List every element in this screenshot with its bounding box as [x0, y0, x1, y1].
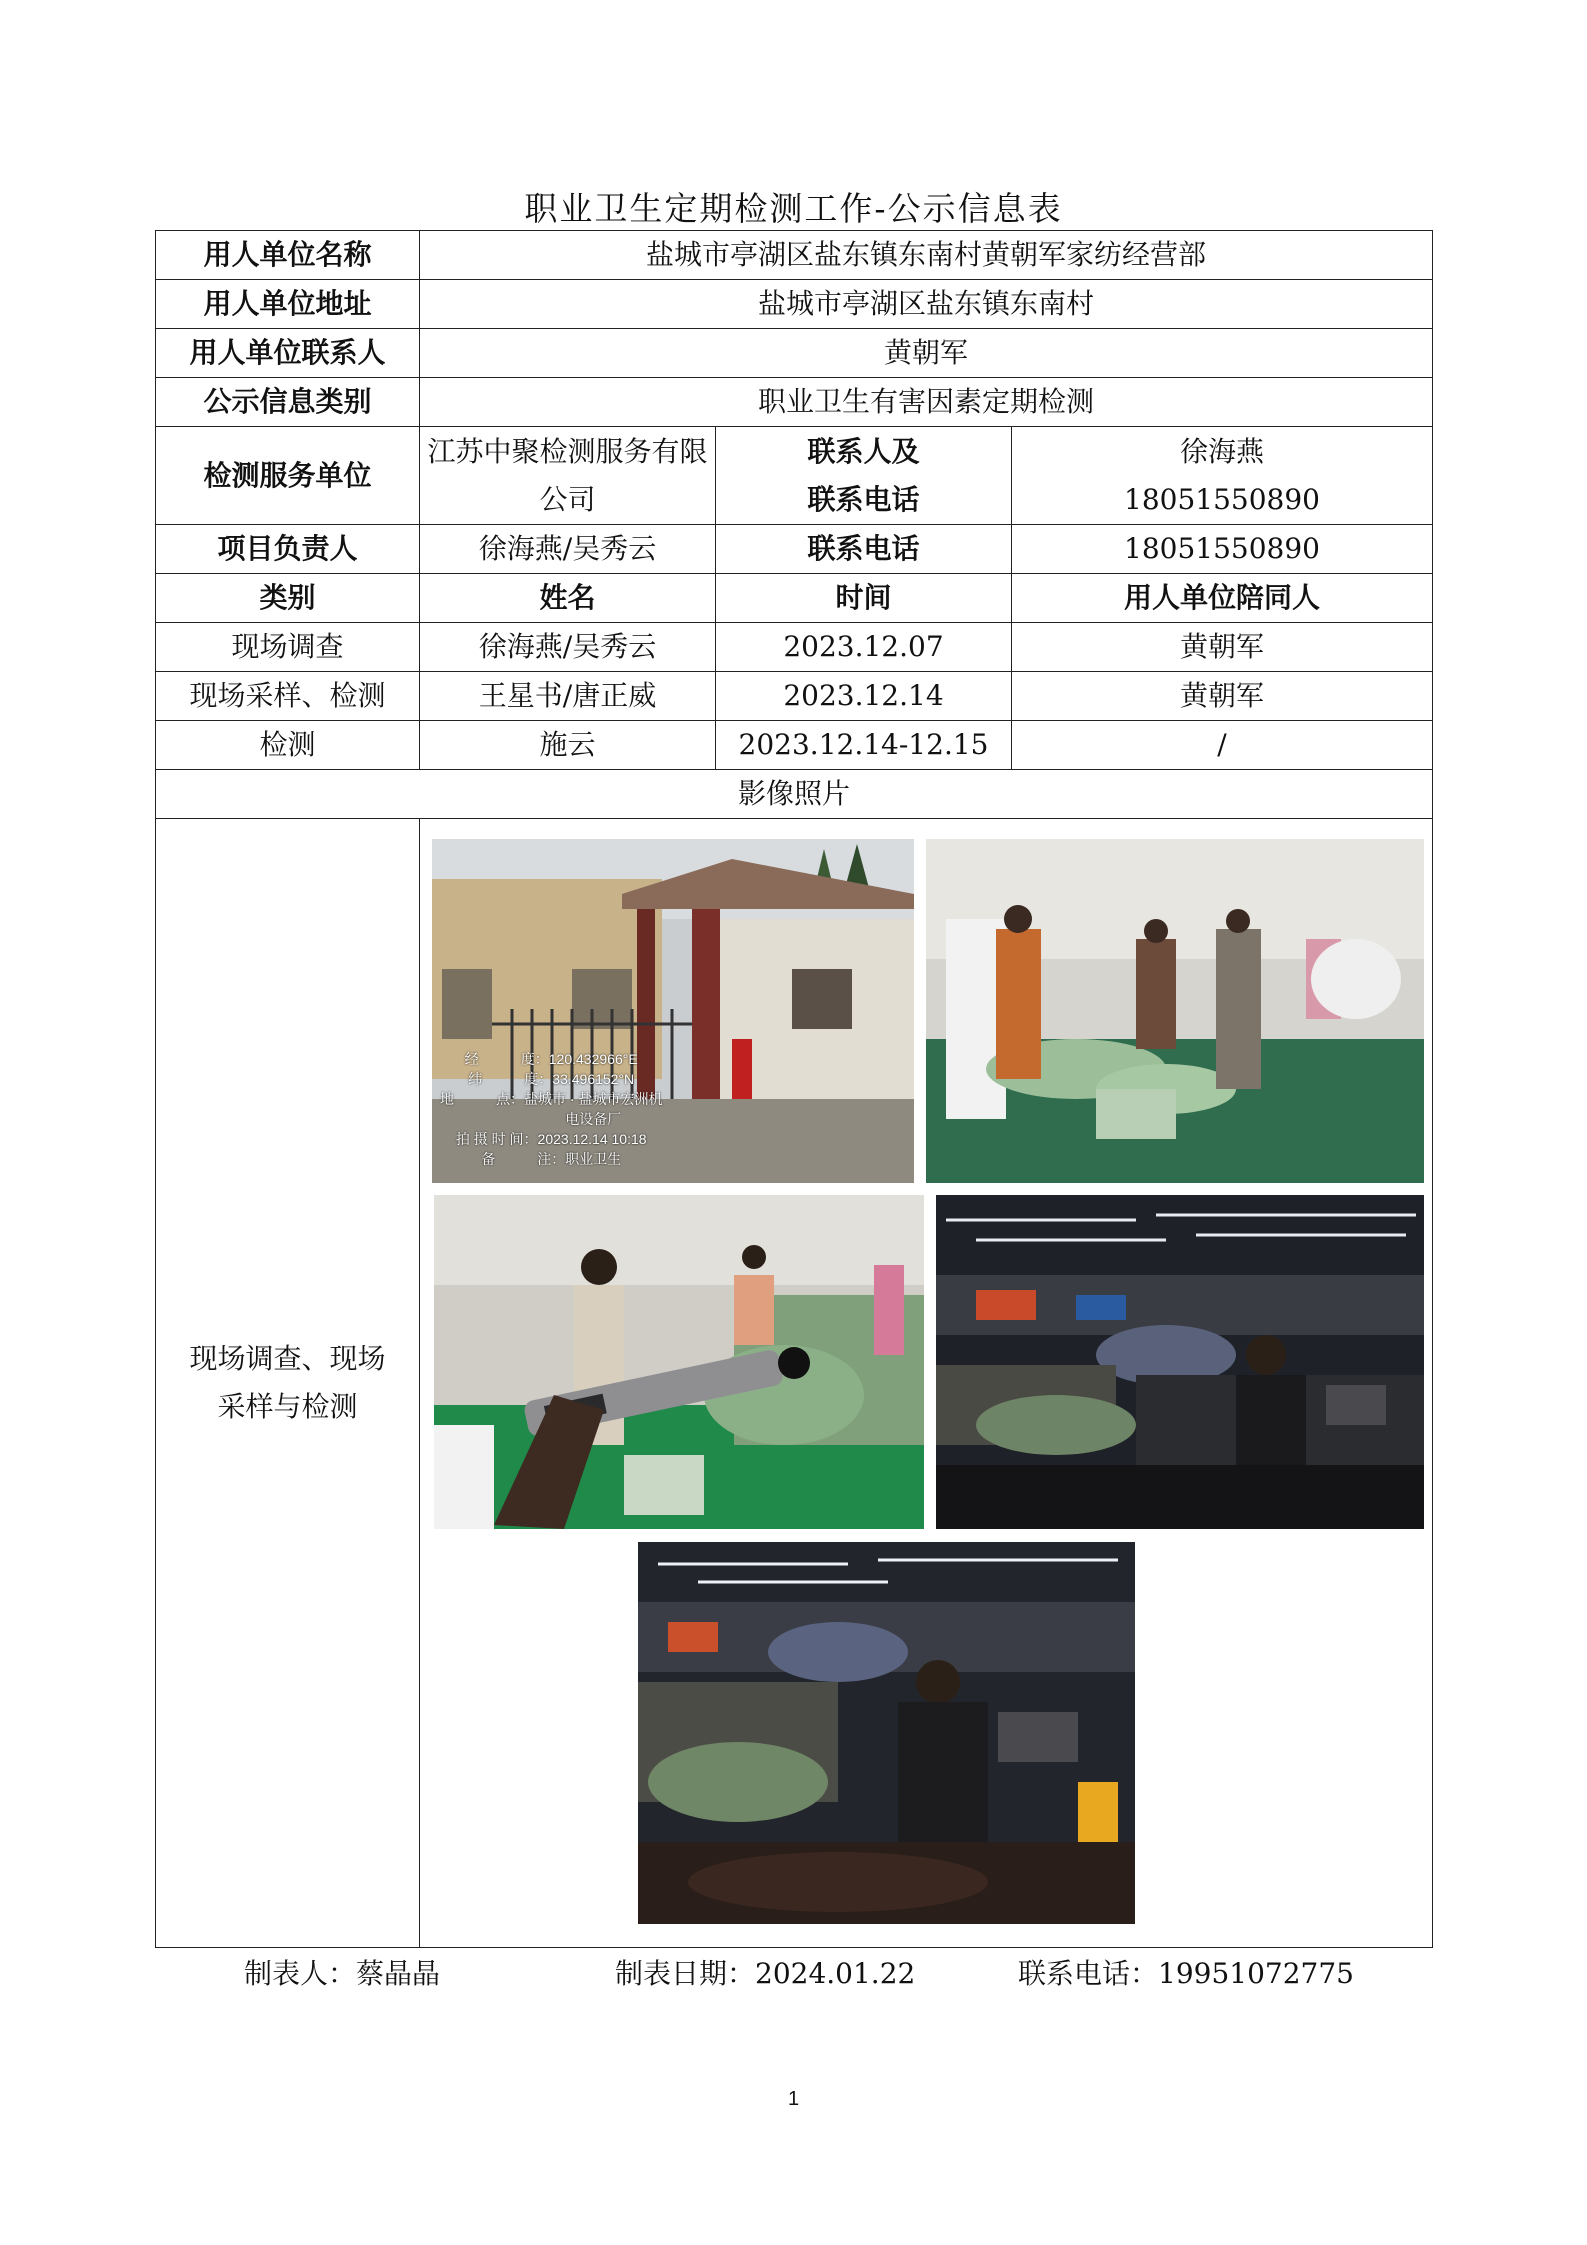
schedule-row — [156, 672, 1433, 721]
service-contact-label-line1: 联系人及 — [807, 434, 920, 468]
employer-address-value: 盐城市亭湖区盐东镇东南村 — [420, 280, 1433, 329]
employer-name-label: 用人单位名称 — [156, 231, 420, 280]
service-contact-name: 徐海燕 — [1180, 434, 1265, 468]
employer-name-value: 盐城市亭湖区盐东镇东南村黄朝军家纺经营部 — [420, 231, 1433, 280]
row-employer-contact — [156, 329, 1433, 378]
schedule-category: 现场调查 — [156, 623, 420, 672]
photo-section-label — [156, 819, 420, 1948]
schedule-names: 王星书/唐正威 — [420, 672, 716, 721]
sewing-closeup-image — [638, 1542, 1135, 1924]
row-info-category — [156, 378, 1433, 427]
sewing-photo-image — [936, 1195, 1424, 1529]
footer-maker: 制表人：蔡晶晶 — [244, 1957, 441, 1990]
schedule-date: 2023.12.14-12.15 — [716, 721, 1012, 770]
employer-contact-value: 黄朝军 — [420, 329, 1433, 378]
schedule-date: 2023.12.14 — [716, 672, 1012, 721]
info-table — [155, 230, 1433, 1948]
schedule-escort: 黄朝军 — [1012, 623, 1433, 672]
schedule-names: 徐海燕/吴秀云 — [420, 623, 716, 672]
service-label: 检测服务单位 — [156, 427, 420, 525]
schedule-header-names: 姓名 — [420, 574, 716, 623]
footer-phone: 联系电话：19951072775 — [1018, 1957, 1354, 1990]
photo-building-exterior — [432, 839, 914, 1183]
photo-label-line1: 现场调查、现场 — [189, 1342, 386, 1375]
employer-address-label: 用人单位地址 — [156, 280, 420, 329]
watermark-note: 备 注：职业卫生 — [481, 1151, 622, 1167]
workshop-photo-image — [926, 839, 1424, 1183]
schedule-header-category: 类别 — [156, 574, 420, 623]
schedule-row — [156, 623, 1433, 672]
schedule-header-row — [156, 574, 1433, 623]
photo-section-header-row — [156, 770, 1433, 819]
photo-label-line2: 采样与检测 — [217, 1390, 358, 1423]
photo-sewing-workshop — [936, 1195, 1424, 1529]
info-category-value: 职业卫生有害因素定期检测 — [420, 378, 1433, 427]
photo-noise-measurement — [434, 1195, 924, 1529]
photo-section-title: 影像照片 — [156, 770, 1433, 819]
row-service-unit — [156, 427, 1433, 525]
schedule-category: 现场采样、检测 — [156, 672, 420, 721]
row-project-lead — [156, 525, 1433, 574]
watermark-place: 地 点：盐城市 · 盐城市宏洲机 — [440, 1091, 663, 1107]
service-contact-value — [1012, 427, 1433, 525]
schedule-header-escort: 用人单位陪同人 — [1012, 574, 1433, 623]
photo-sewing-closeup — [638, 1542, 1135, 1924]
service-contact-phone: 18051550890 — [1124, 482, 1320, 516]
row-employer-name — [156, 231, 1433, 280]
project-lead-value: 徐海燕/吴秀云 — [420, 525, 716, 574]
photo-section-row — [156, 819, 1433, 1948]
footer-date: 制表日期：2024.01.22 — [615, 1957, 916, 1990]
project-lead-phone-label: 联系电话 — [716, 525, 1012, 574]
row-employer-address — [156, 280, 1433, 329]
watermark-longitude: 经 度：120.432966°E — [464, 1051, 638, 1067]
service-value: 江苏中聚检测服务有限公司 — [420, 427, 716, 525]
info-category-label: 公示信息类别 — [156, 378, 420, 427]
schedule-names: 施云 — [420, 721, 716, 770]
schedule-date: 2023.12.07 — [716, 623, 1012, 672]
watermark-time: 拍 摄 时 间：2023.12.14 10:18 — [455, 1131, 647, 1147]
photo-workshop-workers — [926, 839, 1424, 1183]
page-number: 1 — [787, 2088, 800, 2110]
project-lead-label: 项目负责人 — [156, 525, 420, 574]
schedule-header-date: 时间 — [716, 574, 1012, 623]
employer-contact-label: 用人单位联系人 — [156, 329, 420, 378]
service-contact-label — [716, 427, 1012, 525]
project-lead-phone: 18051550890 — [1012, 525, 1433, 574]
gps-watermark — [440, 1049, 662, 1169]
schedule-row — [156, 721, 1433, 770]
watermark-place-cont: 电设备厂 — [481, 1111, 622, 1127]
service-contact-label-line2: 联系电话 — [807, 482, 920, 516]
photo-grid — [420, 819, 1433, 1948]
page-title: 职业卫生定期检测工作-公示信息表 — [524, 189, 1063, 228]
watermark-latitude: 纬 度：33.496152°N — [468, 1071, 635, 1087]
measurement-photo-image — [434, 1195, 924, 1529]
schedule-escort: 黄朝军 — [1012, 672, 1433, 721]
schedule-category: 检测 — [156, 721, 420, 770]
schedule-escort: / — [1012, 721, 1433, 770]
